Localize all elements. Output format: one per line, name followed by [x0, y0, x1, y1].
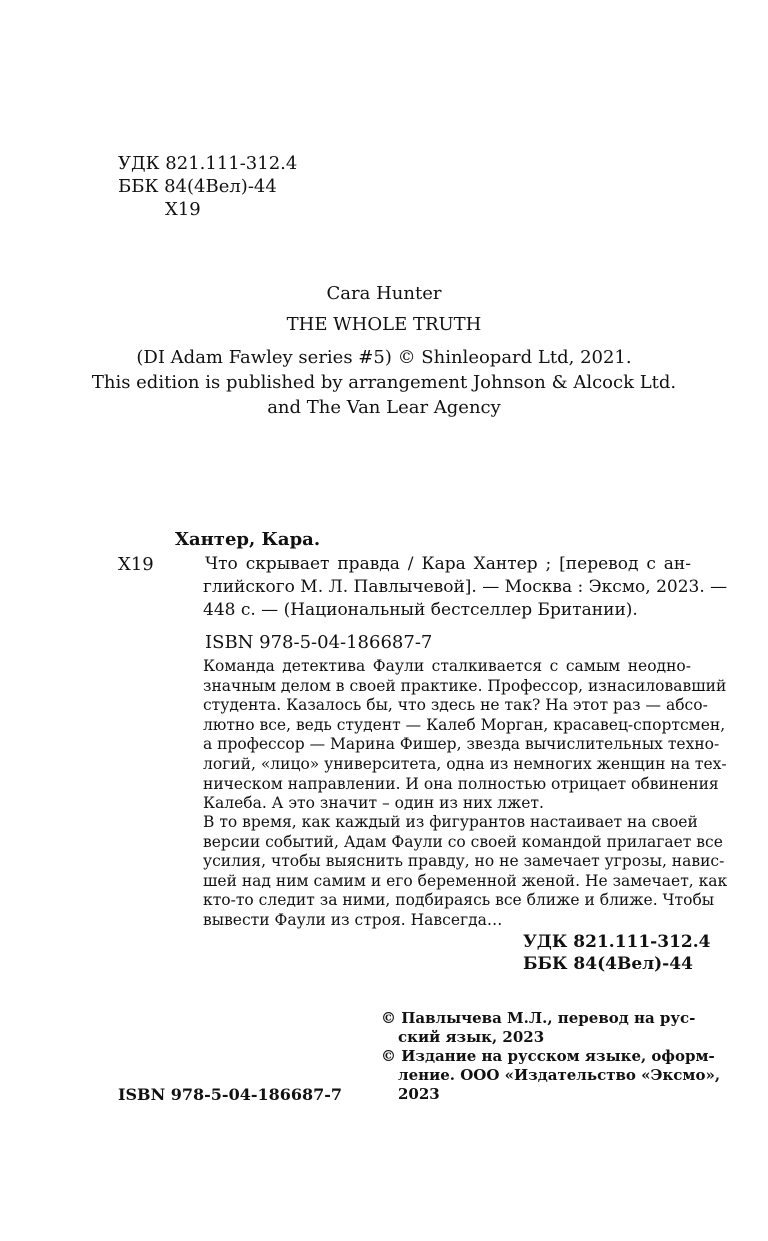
catalog-heading: Хантер, Кара. — [175, 529, 321, 550]
annotation-line: Калеба. А это значит – один из них лжет. — [203, 794, 544, 813]
original-title: THE WHOLE TRUTH — [286, 314, 482, 335]
annotation-line: кто-то следит за ними, подбираясь все ближе и ближе. Чтобы — [203, 891, 715, 910]
original-author: Cara Hunter — [326, 283, 442, 304]
catalog-isbn: ISBN 978-5-04-186687-7 — [205, 632, 433, 653]
catalog-entry-line: 448 с. — (Национальный бестселлер Британии). — [203, 600, 638, 620]
annotation-line: шей над ним самим и его беременной женой. Не замечает, как — [203, 871, 728, 890]
copyright-line: 2023 — [398, 1085, 440, 1104]
copyright-translation — [381, 1009, 695, 1047]
footer-bbk: ББК 84(4Вел)-44 — [523, 954, 693, 974]
annotation-line: лютно все, ведь студент — Калеб Морган, красавец-спортсмен, — [203, 715, 726, 734]
annotation-line: значным делом в своей практике. Профессор, изнасиловавший — [203, 676, 727, 695]
copyright-line: ский язык, 2023 — [398, 1028, 545, 1047]
author-mark: Х19 — [165, 199, 201, 220]
annotation-paragraph-2 — [203, 813, 728, 931]
rights-line-2: This edition is published by arrangement Johnson & Alcock Ltd. — [91, 372, 677, 393]
annotation-line: а профессор — Марина Фишер, звезда вычислительных техно- — [203, 735, 720, 754]
annotation-line: Команда детектива Фаули сталкивается с самым неодно- — [203, 657, 691, 675]
udk-code: УДК 821.111-312.4 — [118, 153, 298, 174]
annotation-line: логий, «лицо» университета, одна из немногих женщин на тех- — [203, 754, 727, 773]
rights-line-1: (DI Adam Fawley series #5) © Shinleopard Ltd, 2021. — [136, 347, 632, 368]
catalog-mark: Х19 — [118, 554, 154, 575]
footer-isbn: ISBN 978-5-04-186687-7 — [118, 1085, 343, 1104]
copyright-line: © Павлычева М.Л., перевод на рус- — [381, 1009, 696, 1027]
rights-line-3: and The Van Lear Agency — [267, 397, 501, 418]
copyright-line: © Издание на русском языке, оформ- — [381, 1047, 715, 1065]
copyright-edition — [381, 1047, 720, 1105]
catalog-entry-line: глийского М. Л. Павлычевой]. — Москва : Эксмо, 2023. — — [203, 577, 728, 597]
annotation-line: В то время, как каждый из фигурантов настаивает на своей — [203, 813, 698, 831]
annotation-line: студента. Казалось бы, что здесь не так? На этот раз — абсо- — [203, 696, 708, 715]
bbk-code: ББК 84(4Вел)-44 — [118, 176, 277, 197]
annotation-line: ническом направлении. И она полностью отрицает обвинения — [203, 774, 719, 793]
catalog-entry-line: Что скрывает правда / Кара Хантер ; [перевод с ан- — [205, 554, 691, 574]
annotation-line: вывести Фаули из строя. Навсегда… — [203, 910, 503, 929]
annotation-paragraph-1 — [203, 657, 727, 814]
catalog-entry — [203, 553, 728, 622]
copyright-line: ление. ООО «Издательство «Эксмо», — [398, 1066, 721, 1085]
footer-udk: УДК 821.111-312.4 — [523, 932, 711, 952]
annotation-line: усилия, чтобы выяснить правду, но не замечает угрозы, навис- — [203, 852, 725, 871]
annotation-line: версии событий, Адам Фаули со своей командой прилагает все — [203, 832, 723, 851]
